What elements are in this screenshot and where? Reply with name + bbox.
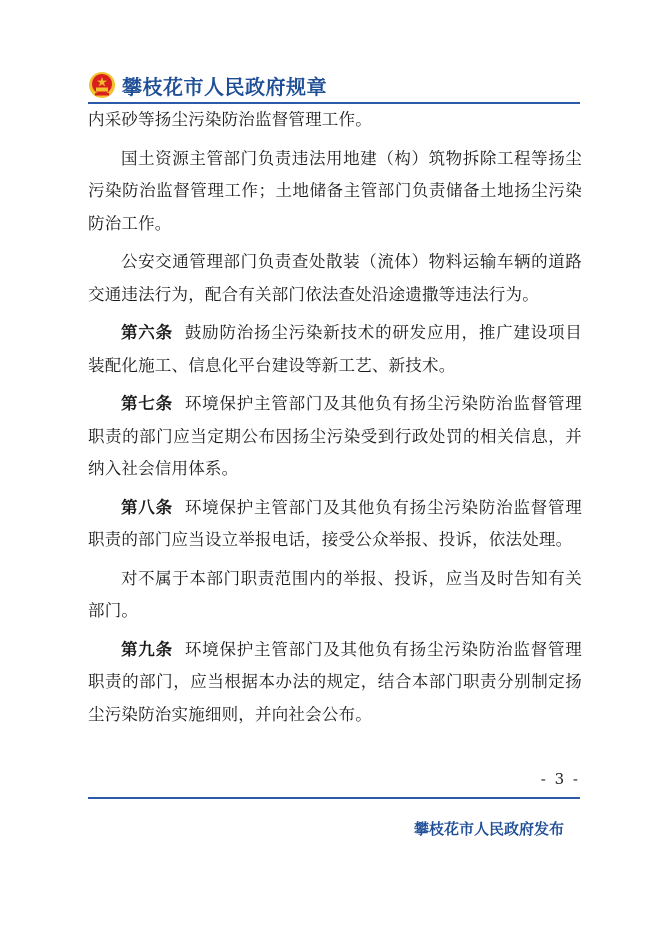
footer-divider bbox=[88, 797, 580, 799]
national-emblem-icon bbox=[88, 71, 116, 99]
body-paragraph bbox=[88, 563, 582, 628]
article-paragraph bbox=[88, 492, 582, 557]
article-paragraph bbox=[88, 388, 582, 486]
body-paragraph bbox=[88, 104, 582, 137]
page-header bbox=[88, 68, 580, 102]
article-paragraph bbox=[88, 634, 582, 732]
document-body bbox=[88, 104, 582, 731]
footer-publisher: 攀枝花市人民政府发布 bbox=[413, 820, 564, 838]
paragraph-text: 内采砂等扬尘污染防治监督管理工作。 bbox=[88, 110, 372, 129]
paragraph-text: 公安交通管理部门负责查处散装（流体）物料运输车辆的道路交通违法行为，配合有关部门依法查处沿途遗撒等违法行为。 bbox=[88, 252, 582, 304]
body-paragraph bbox=[88, 246, 582, 311]
paragraph-text: 国土资源主管部门负责违法用地建（构）筑物拆除工程等扬尘污染防治监督管理工作；土地储备主管部门负责储备土地扬尘污染防治工作。 bbox=[88, 148, 582, 233]
page-number: - 3 - bbox=[540, 770, 580, 788]
paragraph-text: 鼓励防治扬尘污染新技术的研发应用，推广建设项目装配化施工、信息化平台建设等新工艺、新技术。 bbox=[88, 323, 582, 375]
article-number: 第九条 bbox=[121, 639, 173, 659]
article-number: 第八条 bbox=[121, 497, 173, 517]
article-number: 第七条 bbox=[121, 394, 173, 413]
paragraph-text: 环境保护主管部门及其他负有扬尘污染防治监督管理职责的部门，应当根据本办法的规定，结合本部门职责分别制定扬尘污染防治实施细则，并向社会公布。 bbox=[88, 639, 582, 724]
article-number: 第六条 bbox=[121, 323, 173, 342]
paragraph-text: 环境保护主管部门及其他负有扬尘污染防治监督管理职责的部门应当定期公布因扬尘污染受到行政处罚的相关信息，并纳入社会信用体系。 bbox=[88, 394, 582, 478]
paragraph-text: 环境保护主管部门及其他负有扬尘污染防治监督管理职责的部门应当设立举报电话，接受公众举报、投诉，依法处理。 bbox=[88, 497, 582, 549]
article-paragraph bbox=[88, 317, 582, 382]
header-title: 攀枝花市人民政府规章 bbox=[122, 74, 327, 99]
paragraph-text: 对不属于本部门职责范围内的举报、投诉，应当及时告知有关部门。 bbox=[88, 568, 582, 620]
body-paragraph bbox=[88, 143, 582, 241]
